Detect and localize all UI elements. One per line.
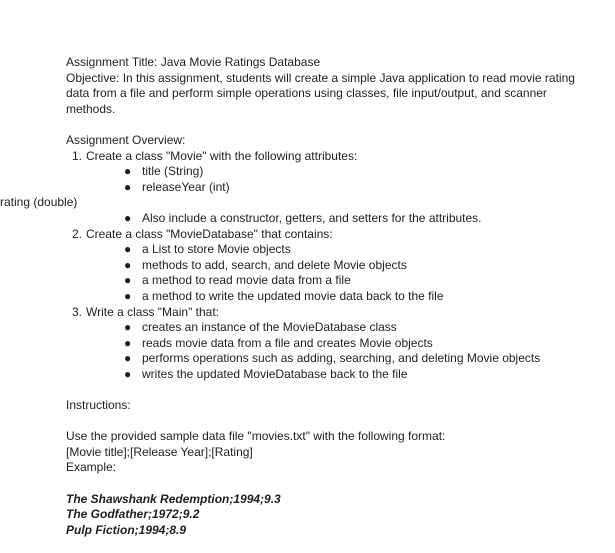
bullet-icon: ● [124,273,132,288]
list-item-3 [66,305,586,321]
bullet-item: ● a method to read movie data from a file [124,273,351,288]
stray-attribute-line: rating (double) [0,195,78,210]
bullet-item: ● a method to write the updated movie data back to the file [124,288,444,303]
document-body [0,55,586,538]
instructions-heading: Instructions: [66,398,131,413]
bullet-item: ● performs operations such as adding, searching, and deleting Movie objects [124,351,541,366]
bullet-icon: ● [124,210,132,225]
bullet-icon: ● [124,366,132,381]
example-label: Example: [66,460,117,475]
assignment-title: Assignment Title: Java Movie Ratings Database [66,55,321,69]
list-item-text: Write a class "Main" that: [86,304,220,319]
example-line: The Godfather;1972;9.2 [66,507,200,522]
bullet-item: ● reads movie data from a file and creates Movie objects [124,335,433,350]
bullet-icon: ● [124,335,132,350]
bullet-icon: ● [124,257,132,272]
bullet-item: ● title (String) [124,164,204,179]
bullet-item: ● Also include a constructor, getters, and setters for the attributes. [124,210,482,225]
example-line: Pulp Fiction;1994;8.9 [66,522,187,537]
bullet-item: ● a List to store Movie objects [124,242,291,257]
objective-paragraph: Objective: In this assignment, students will create a simple Java application to read movie rating data from a file and perform simple operations using classes, file input/output, and scanner methods. [66,70,575,116]
instructions-text: Use the provided sample data file "movies.txt" with the following format: [66,429,446,444]
bullet-item: ● writes the updated MovieDatabase back to the file [124,366,408,381]
overview-heading: Assignment Overview: [66,132,186,147]
bullet-item: ● creates an instance of the MovieDatabase class [124,320,397,335]
list-item-2 [66,227,586,243]
bullet-item: ● methods to add, search, and delete Movie objects [124,257,407,272]
list-number: 3. [71,304,82,319]
bullet-icon: ● [124,242,132,257]
bullet-icon: ● [124,288,132,303]
list-number: 1. [71,148,82,163]
bullet-item: ● releaseYear (int) [124,179,230,194]
bullet-icon: ● [124,351,132,366]
list-number: 2. [71,226,82,241]
bullet-icon: ● [124,164,132,179]
list-item-text: Create a class "MovieDatabase" that contains: [86,226,333,241]
list-item-1 [66,149,586,165]
format-line: [Movie title];[Release Year];[Rating] [66,444,253,459]
list-item-text: Create a class "Movie" with the following attributes: [86,148,358,163]
bullet-icon: ● [124,320,132,335]
bullet-icon: ● [124,179,132,194]
example-line: The Shawshank Redemption;1994;9.3 [66,491,281,506]
